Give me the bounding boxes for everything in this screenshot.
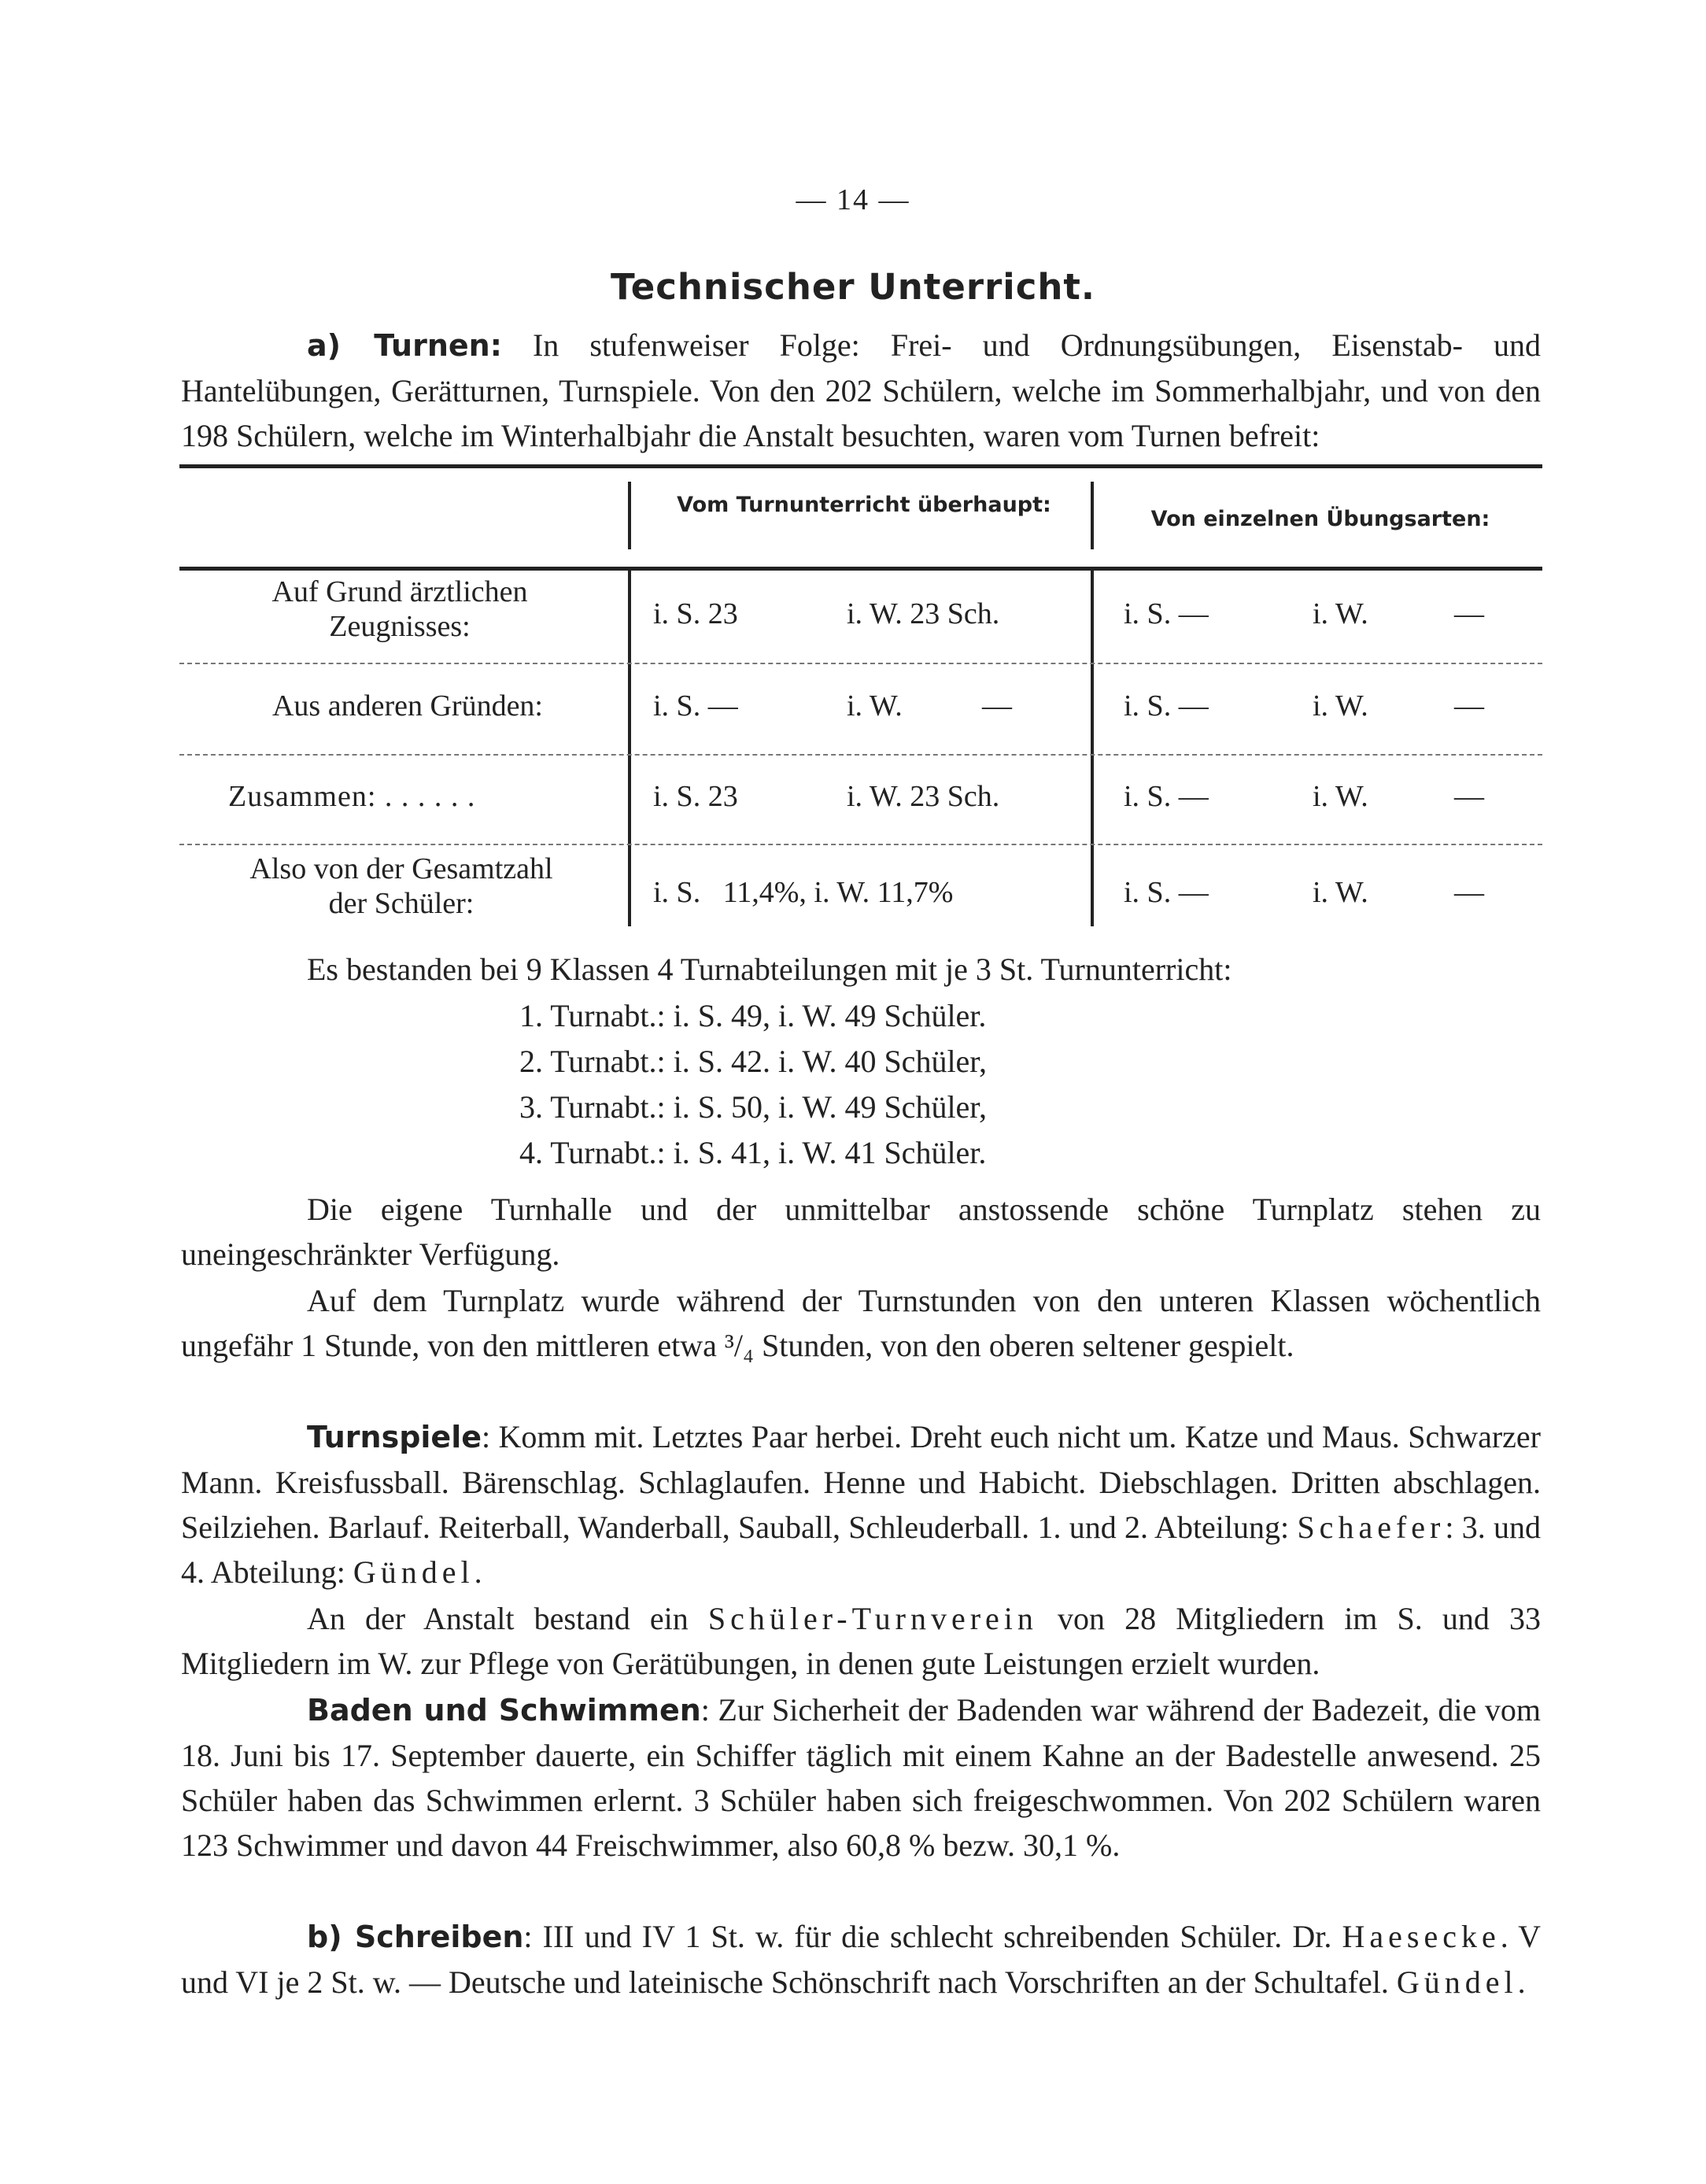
list-item: 4. Turnabt.: i. S. 41, i. W. 41 Schüler.: [519, 1135, 987, 1170]
list-item: 3. Turnabt.: i. S. 50, i. W. 49 Schüler,: [519, 1089, 988, 1125]
table-cell: —: [982, 689, 1012, 722]
header-vom-turnunterricht: Vom Turnunterricht überhaupt:: [677, 493, 1051, 517]
turnspiele-label: Turnspiele: [307, 1420, 482, 1454]
header-einzelne-uebungsarten: Von einzelnen Übungsarten:: [1150, 507, 1490, 531]
turnverein-paragraph: An der Anstalt bestand ein Schüler-Turnverein von 28 Mitgliedern im S. und 33 Mitgliedern im W. zur Pflege von Gerätübungen, in denen gute Leistungen erzielt wurden.: [181, 1601, 1541, 1681]
row-label: Auf Grund ärztlichen Zeugnisses:: [271, 575, 528, 643]
row-label: Aus anderen Gründen:: [271, 689, 543, 722]
table-cell: i. S. 11,4%, i. W. 11,7%: [653, 876, 954, 909]
exemption-table: [179, 464, 1542, 937]
turnhalle-paragraph: Die eigene Turnhalle und der unmittelbar anstossende schöne Turnplatz stehen zu uneingeschränkter Verfügung.: [181, 1192, 1541, 1272]
turnabt-list: [519, 993, 987, 1176]
turnspiele-paragraph: Turnspiele: Komm mit. Letztes Paar herbei. Dreht euch nicht um. Katze und Maus. Schwarzer Mann. Kreisfussball. Bärenschlag. Schlaglaufen. Henne und Habicht. Diebschlagen. Dritten abschlagen. Seilziehen. Barlauf. Reiterball, Wanderball, Sauball, Schleuderball. 1. und 2. Abteilung: Schaefer: 3. und 4. Abteilung: Gündel.: [181, 1419, 1542, 1590]
table-cell: i. S. —: [1124, 780, 1209, 813]
row-label: Zusammen: . . . . . .: [228, 780, 476, 813]
table-cell: i. W.: [1313, 876, 1368, 909]
table-cell: i. S. 23: [653, 780, 738, 813]
table-cell: i. W.: [1313, 689, 1368, 722]
turnen-paragraph: [181, 323, 1541, 458]
table-cell: i. S. —: [1124, 597, 1209, 630]
verein-name: Schüler-Turnverein: [707, 1601, 1038, 1636]
table-cell: i. W.: [847, 689, 903, 722]
turnen-label: a) Turnen:: [307, 328, 502, 363]
table-cell: i. S. —: [653, 689, 738, 722]
schreiben-paragraph: b) Schreiben: III und IV 1 St. w. für die schlecht schreibenden Schüler. Dr. Haesecke. V und VI je 2 St. w. — Deutsche und lateinische Schönschrift nach Vorschriften an der Schultafel. Gündel.: [181, 1919, 1542, 2000]
baden-label: Baden und Schwimmen: [307, 1693, 701, 1728]
table-cell: i. W. 23 Sch.: [847, 597, 1000, 630]
table-cell: —: [1454, 597, 1484, 630]
row-label: Also von der Gesamtzahl der Schüler:: [249, 852, 553, 920]
turnabt-intro: Es bestanden bei 9 Klassen 4 Turnabteilungen mit je 3 St. Turnunterricht:: [307, 952, 1232, 987]
section-title: Technischer Unterricht.: [610, 266, 1096, 308]
teacher-name: Schaefer: [1297, 1510, 1446, 1545]
table-cell: i. S. 23: [653, 597, 738, 630]
turnen-text: In stufenweiser Folge: Frei- und Ordnungsübungen, Eisenstab- und Hantelübungen, Gerätturnen, Turnspiele. Von den 202 Schülern, welche im Sommerhalbjahr, und von den 198 Schülern, welche im Winterhalbjahr die Anstalt besuchten, waren vom Turnen befreit:: [181, 327, 1541, 453]
table-cell: —: [1454, 780, 1484, 813]
table-cell: i. S. —: [1124, 876, 1209, 909]
teacher-name: Gündel: [353, 1554, 475, 1590]
turnplatz-paragraph: Auf dem Turnplatz wurde während der Turnstunden von den unteren Klassen wöchentlich ungefähr 1 Stunde, von den mittleren etwa ³/₄ Stunden, von den oberen seltener gespielt.: [181, 1283, 1541, 1363]
list-item: 1. Turnabt.: i. S. 49, i. W. 49 Schüler.: [519, 998, 987, 1033]
page-number: — 14 —: [796, 183, 910, 216]
teacher-name: Gündel: [1396, 1964, 1518, 2000]
table-cell: i. W. 23 Sch.: [847, 780, 1000, 813]
table-cell: —: [1454, 876, 1484, 909]
baden-paragraph: Baden und Schwimmen: Zur Sicherheit der Badenden war während der Badezeit, die vom 18. Juni bis 17. September dauerte, ein Schiffer täglich mit einem Kahne an der Badestelle anwesend. 25 Schüler haben das Schwimmen erlernt. 3 Schüler haben sich freigeschwommen. Von 202 Schülern waren 123 Schwimmer und davon 44 Freischwimmer, also 60,8 % bezw. 30,1 %.: [181, 1692, 1541, 1863]
table-cell: i. W.: [1313, 597, 1368, 630]
table-cell: i. W.: [1313, 780, 1368, 813]
teacher-name: Haesecke: [1342, 1919, 1501, 1954]
table-cell: i. S. —: [1124, 689, 1209, 722]
table-cell: —: [1454, 689, 1484, 722]
schreiben-label: b) Schreiben: [307, 1920, 524, 1954]
list-item: 2. Turnabt.: i. S. 42. i. W. 40 Schüler,: [519, 1044, 988, 1079]
